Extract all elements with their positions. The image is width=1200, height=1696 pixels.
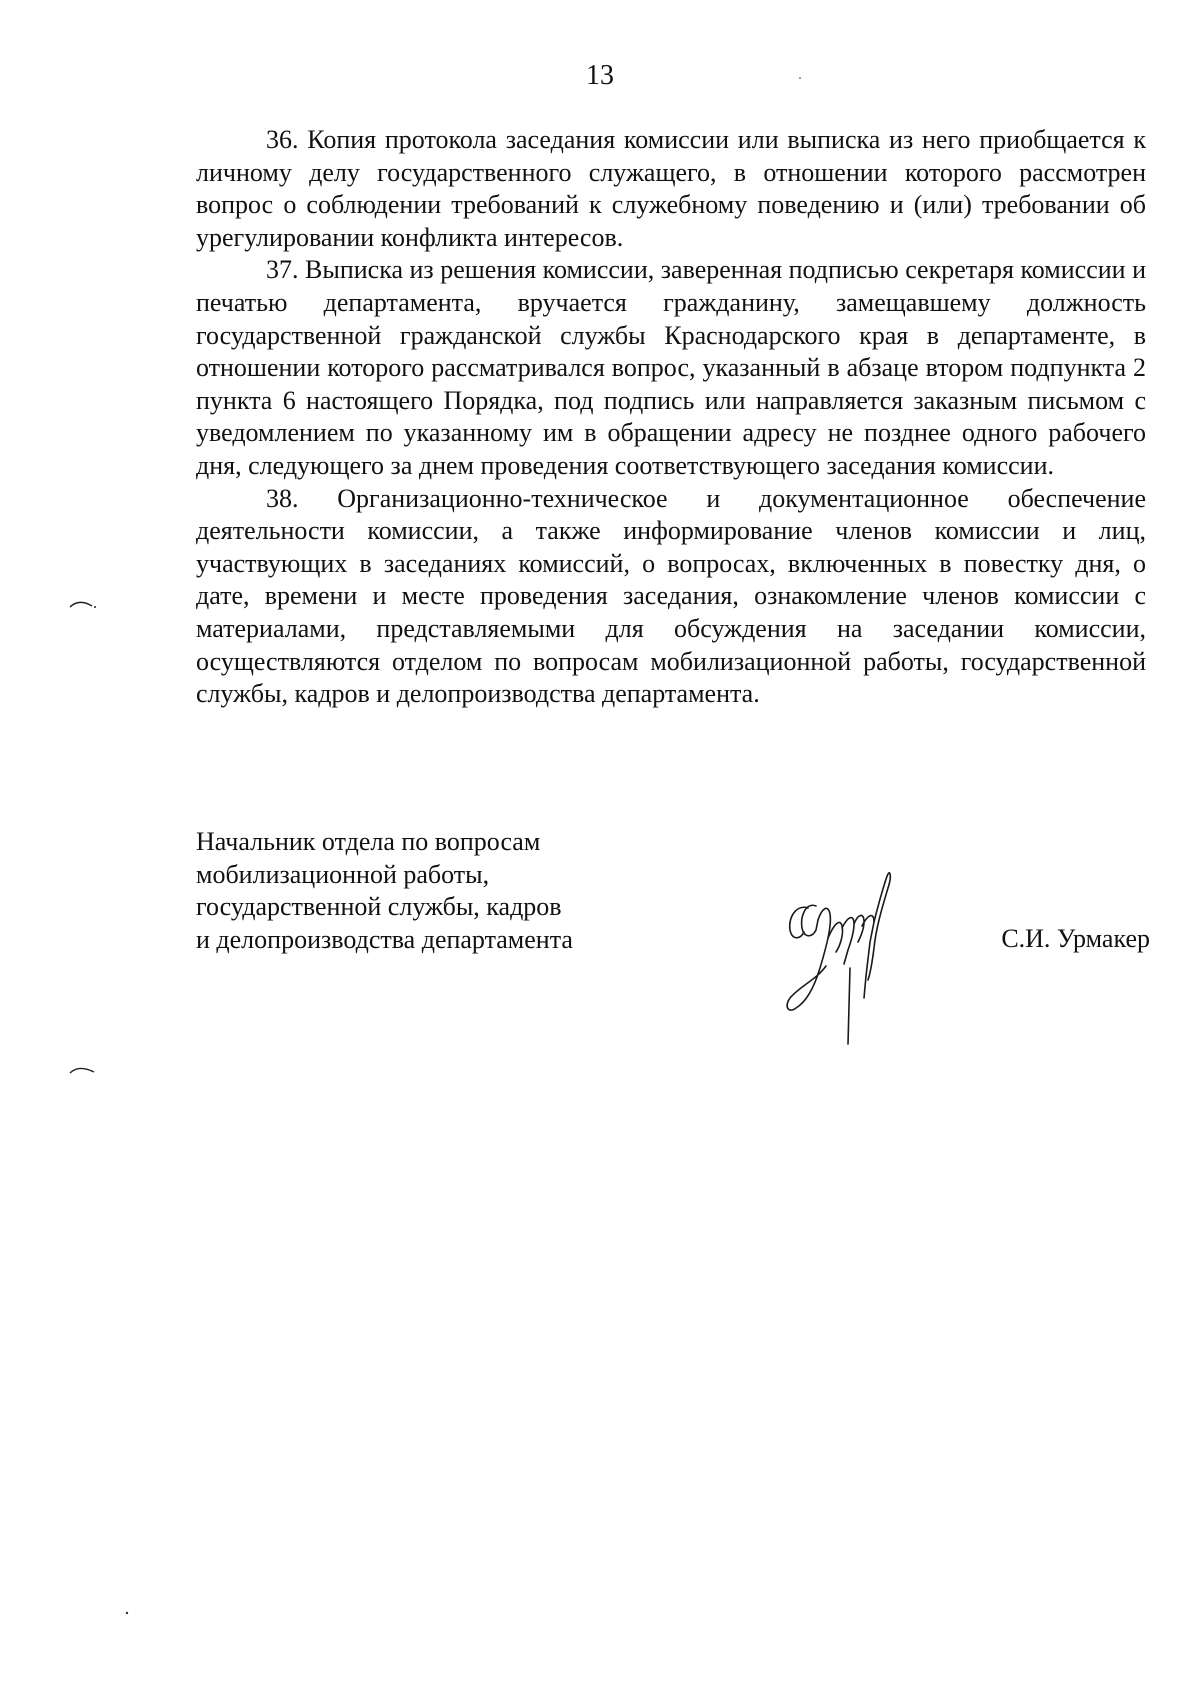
scan-mark	[68, 597, 98, 611]
signer-position	[196, 826, 666, 956]
handwritten-signature	[770, 868, 920, 1048]
position-line: Начальник отдела по вопросам	[196, 827, 541, 856]
signature-block	[196, 826, 1150, 1026]
paragraph-text: Выписка из решения комиссии, заверенная подписью секретаря комиссии и печатью департамента, вручается гражданину, замещавшему должность государственной гражданской службы Краснодарского края в департаменте, в отношении которого рассматривался вопрос, указанный в абзаце втором подпункта 2 пункта 6 настоящего Порядка, под подпись или направляется заказным письмом с уведомлением по указанному им в обращении адресу не позднее одного рабочего дня, следующего за днем проведения соответствующего заседания комиссии.	[196, 255, 1146, 480]
position-line: и делопроизводства департамента	[196, 924, 573, 954]
page-number: 13	[586, 60, 614, 91]
paragraph-number: 37.	[266, 255, 299, 285]
signer-name: С.И. Урмакер	[1001, 924, 1150, 953]
paragraph-37	[196, 254, 1146, 482]
position-line: мобилизационной работы,	[196, 859, 490, 889]
position-line: государственной службы, кадров	[196, 892, 562, 921]
paragraph-number: 36.	[266, 125, 299, 154]
paragraph-36	[196, 124, 1146, 254]
scan-mark	[797, 75, 803, 81]
document-body	[196, 124, 1146, 711]
scan-mark	[68, 1063, 98, 1077]
scan-mark	[124, 1610, 130, 1616]
paragraph-38	[196, 483, 1146, 711]
paragraph-text: Копия протокола заседания комиссии или выписка из него приобщается к личному делу государственного служащего, в отношении которого рассмотрен вопрос о соблюдении требований к служебному поведению и (или) требовании об урегулировании конфликта интересов.	[196, 125, 1146, 252]
paragraph-number: 38.	[266, 483, 299, 513]
paragraph-text: Организационно-техническое и документационное обеспечение деятельности комиссии, а также информирование членов комиссии и лиц, участвующих в заседаниях комиссий, о вопросах, включенных в повестку дня, о дате, времени и месте проведения заседания, ознакомление членов комиссии с материалами, представляемыми для обсуждения на заседании комиссии, осуществляются отделом по вопросам мобилизационной работы, государственной службы, кадров и делопроизводства департамента.	[196, 483, 1147, 709]
